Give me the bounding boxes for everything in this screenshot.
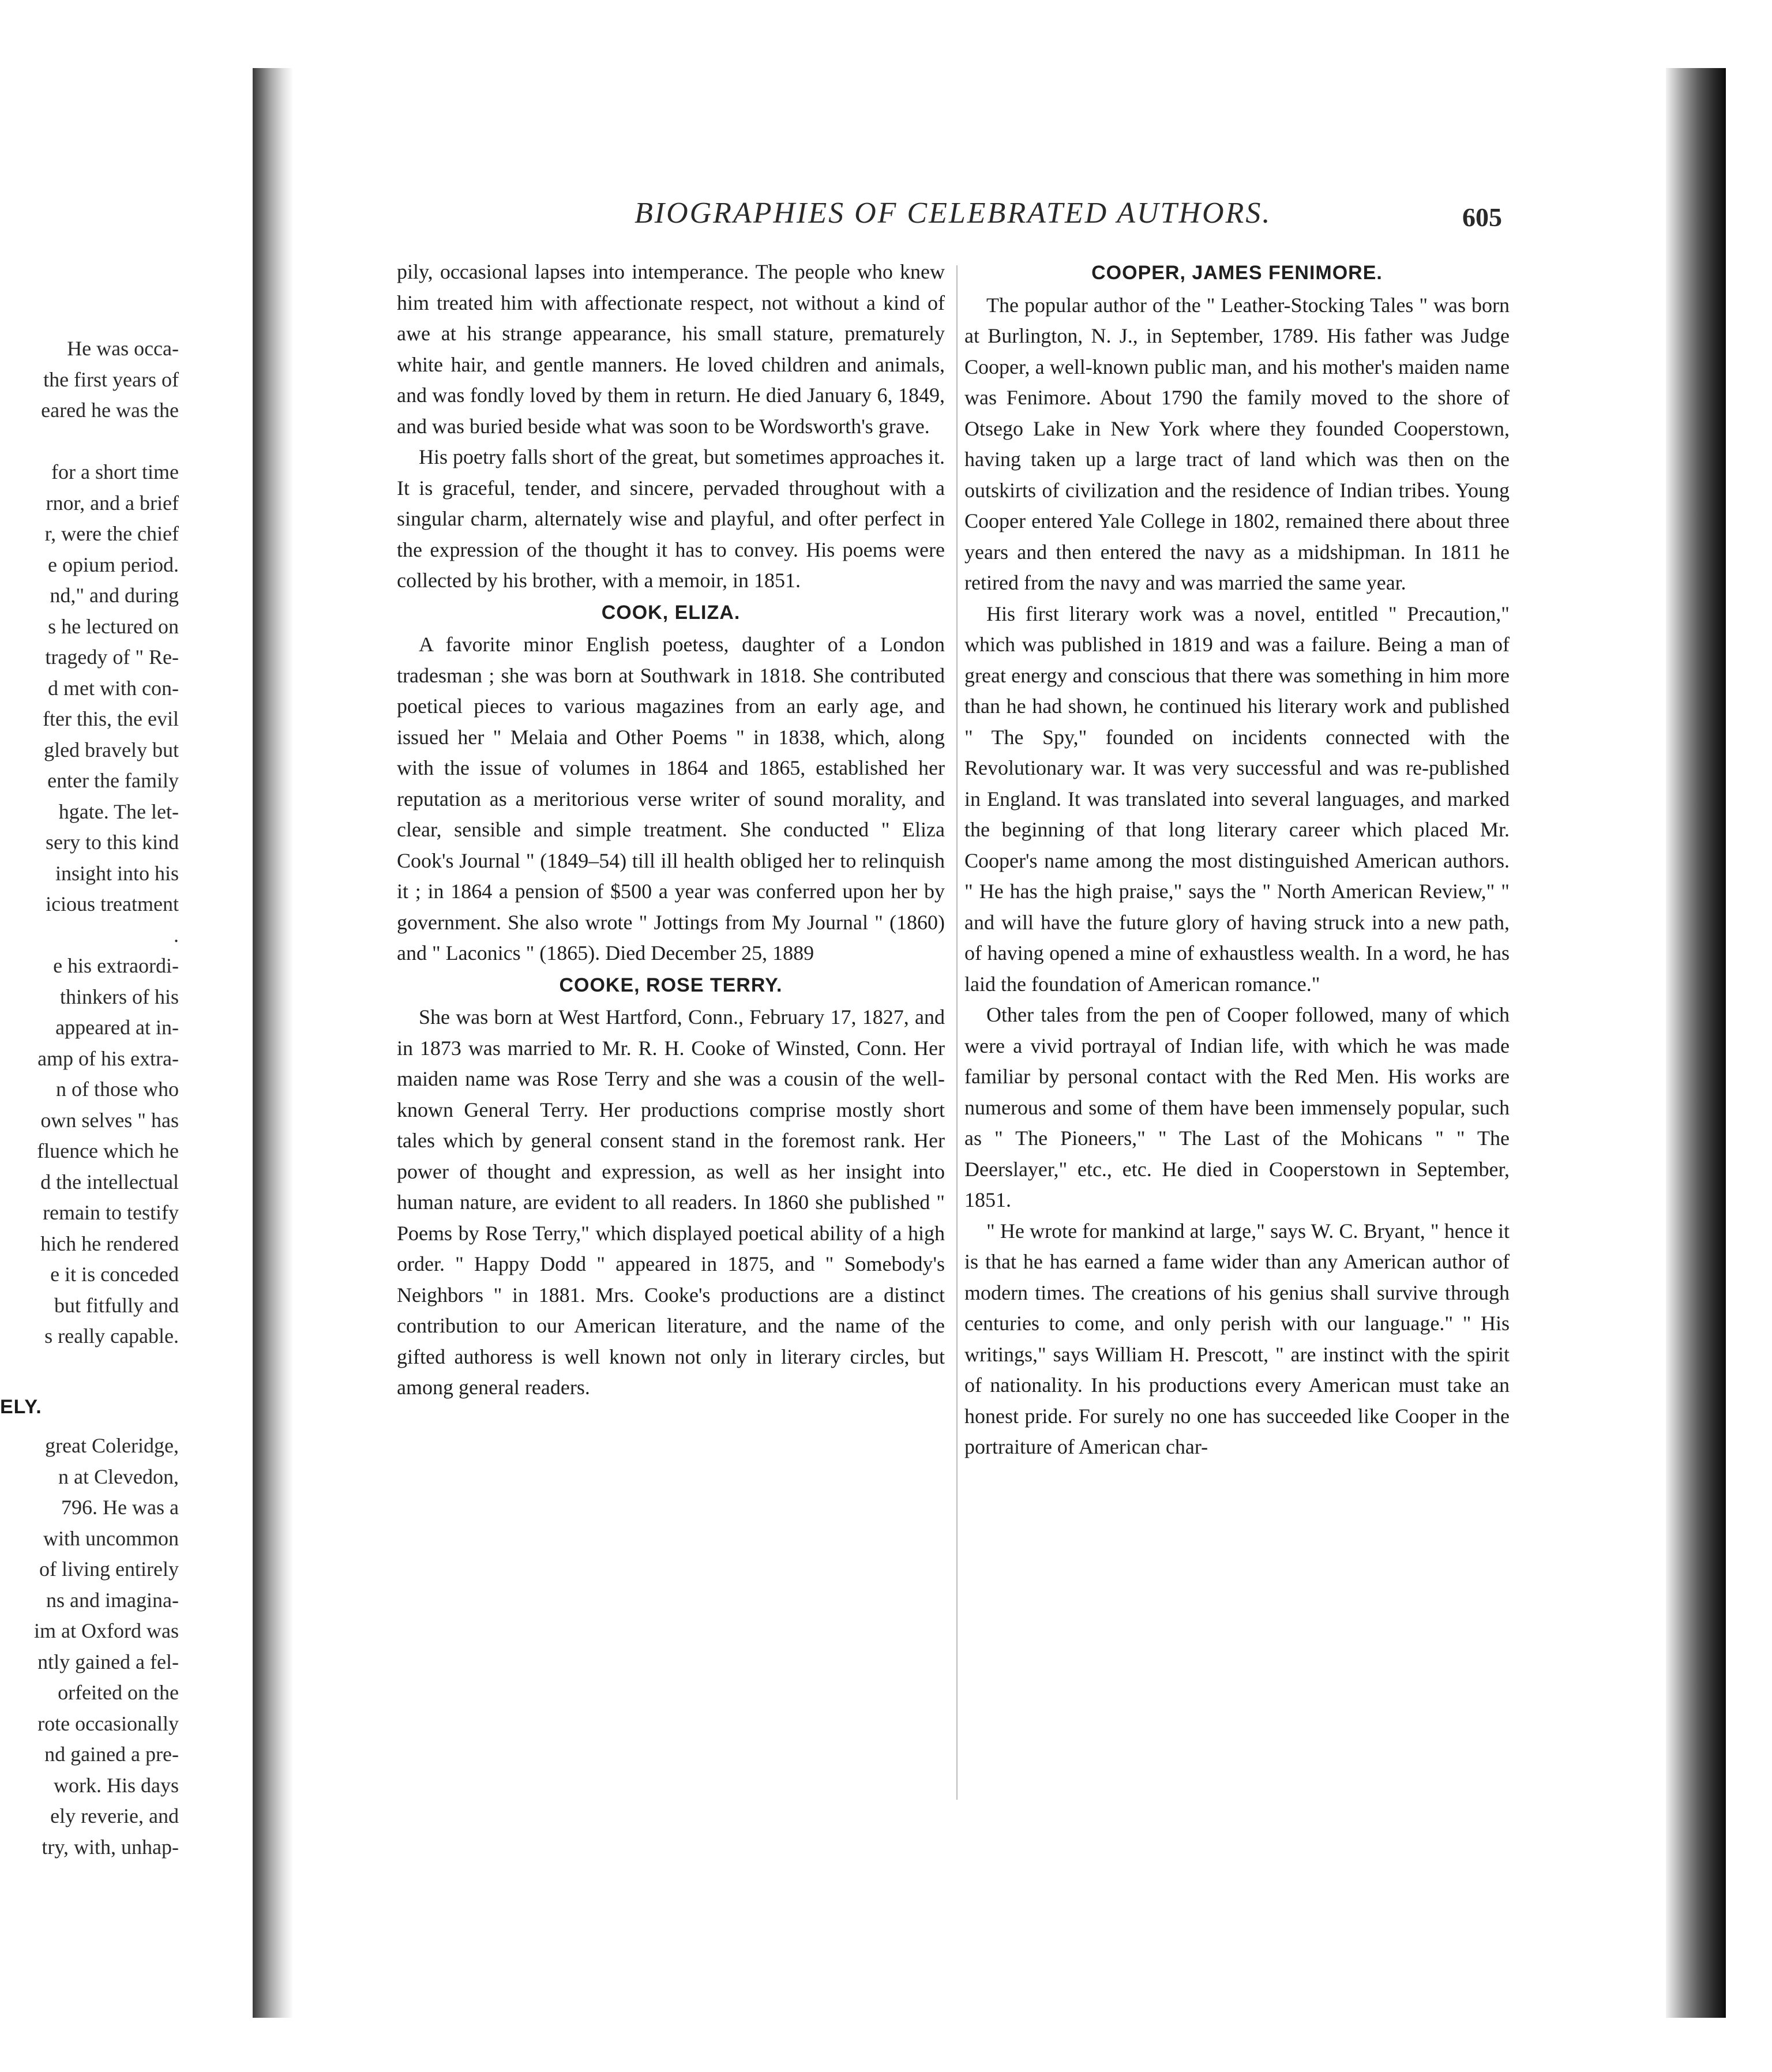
left-page-line: He was occa-: [67, 337, 179, 360]
left-page-line: sery to this kind: [46, 831, 179, 854]
right-column: [964, 257, 1510, 1463]
page-number: 605: [1462, 202, 1502, 232]
left-page-line: eared he was the: [41, 399, 179, 422]
left-page-line: amp of his extra-: [37, 1046, 179, 1070]
column-divider: [956, 265, 958, 1800]
left-page-line: d the intellectual: [40, 1170, 179, 1193]
left-page-line: work. His days: [54, 1773, 179, 1797]
left-page-line: of living entirely: [39, 1557, 179, 1581]
left-page-text-bottom: [0, 1431, 179, 1863]
left-page-line: 796. He was a: [61, 1496, 179, 1519]
left-page-line: n of those who: [56, 1078, 179, 1101]
paragraph: A favorite minor English poetess, daughter of a London tradesman ; she was born at Southwark in 1818. She contributed poetical pieces to various magazines from an early age, and issued her " Melaia and Other Poems " in 1838, which, along with the issue of volumes in 1864 and 1865, established her reputation as a meritorious verse writer of sound morality, and clear, sensible and simple treatment. She conducted " Eliza Cook's Journal " (1849–54) till ill health obliged her to relinquish it ; in 1864 a pension of $500 a year was conferred upon her by government. She also wrote " Jottings from My Journal " (1860) and " Laconics " (1865). Died December 25, 1889: [397, 633, 945, 964]
left-page-line: e opium period.: [48, 553, 179, 576]
left-page-line: .: [174, 923, 179, 947]
left-page-line: great Coleridge,: [45, 1434, 179, 1457]
left-page-line: nd," and during: [50, 584, 179, 607]
left-page-line: im at Oxford was: [34, 1619, 179, 1642]
left-page-line: fluence which he: [37, 1139, 179, 1162]
left-page-line: n at Clevedon,: [58, 1465, 179, 1488]
left-page-line: appeared at in-: [55, 1016, 179, 1039]
left-page-line: hich he rendered: [40, 1232, 179, 1255]
left-page-line: remain to testify: [43, 1201, 179, 1224]
left-page-line: nd gained a pre-: [44, 1743, 179, 1766]
left-page-line: insight into his: [55, 861, 179, 885]
left-page: [0, 68, 253, 2018]
left-page-line: fter this, the evil: [43, 707, 179, 730]
paragraph: His first literary work was a novel, entitled " Precaution," which was published in 1819 and was a failure. Being a man of great energy and conscious that there was something in him more than he had shown, he continued his literary work and published " The Spy," founded on incidents connected with the Revolutionary war. It was very successful and was re-published in England. It was translated into several languages, and marked the beginning of that long literary career which placed Mr. Cooper's name among the most distinguished American authors. " He has the high praise," says the " North American Review," " and will have the future glory of having struck into a new path, of having opened a mine of exhaustless wealth. In a word, he has laid the foundation of American romance.": [964, 602, 1510, 996]
left-page-line: thinkers of his: [60, 985, 179, 1008]
left-page-text-top: [0, 333, 179, 1352]
left-page-line: the first years of: [43, 367, 179, 391]
running-head: BIOGRAPHIES OF CELEBRATED AUTHORS.: [635, 197, 1272, 230]
left-page-line: [0, 426, 179, 457]
left-page-line: tragedy of " Re-: [45, 645, 179, 669]
left-page-line: ely reverie, and: [50, 1804, 179, 1827]
left-page-line: with uncommon: [43, 1526, 179, 1550]
paragraph: Other tales from the pen of Cooper followed, many of which were a vivid portrayal of Indian life, with which he was made familiar by personal contact with the Red Men. His works are numerous and some of them have been immensely popular, such as " The Pioneers," " The Last of the Mohicans " " The Deerslayer," etc., etc. He died in Cooperstown in September, 1851.: [964, 1003, 1510, 1211]
left-page-line: own selves " has: [40, 1108, 179, 1132]
book-gutter: [253, 68, 293, 2018]
left-page-line: but fitfully and: [54, 1293, 179, 1317]
left-page-line: ns and imagina-: [46, 1588, 179, 1612]
left-page-line: e his extraordi-: [53, 954, 179, 977]
left-page-line: hgate. The let-: [58, 799, 179, 823]
entry-heading-cooke: COOKE, ROSE TERRY.: [559, 974, 783, 996]
left-page-line: s he lectured on: [48, 614, 179, 638]
left-page-line: s really capable.: [44, 1324, 179, 1347]
left-page-line: icious treatment: [46, 892, 179, 915]
left-page-heading: ELY.: [0, 1396, 42, 1418]
paragraph: The popular author of the " Leather-Stocking Tales " was born at Burlington, N. J., in September, 1789. His father was Judge Cooper, a well-known public man, and his mother's maiden name was Fenimore. About 1790 the family moved to the shore of Otsego Lake in New York where they founded Cooperstown, having taken up a large tract of land which was then on the outskirts of civilization and the residence of Indian tribes. Young Cooper entered Yale College in 1802, remained there about three years and then entered the navy as a midshipman. In 1811 he retired from the navy and was married the same year.: [964, 293, 1510, 594]
paragraph: pily, occasional lapses into intemperance. The people who knew him treated him with affectionate respect, not without a kind of awe at his strange appearance, his small stature, prematurely white hair, and gentle manners. He loved children and animals, and was fondly loved by them in return. He died January 6, 1849, and was buried beside what was soon to be Wordsworth's grave.: [397, 260, 945, 438]
page-edge-shadow: [1666, 68, 1726, 2018]
left-page-line: for a short time: [51, 460, 179, 483]
left-page-line: enter the family: [47, 769, 179, 792]
paragraph: She was born at West Hartford, Conn., February 17, 1827, and in 1873 was married to Mr. R. H. Cooke of Winsted, Conn. Her maiden name was Rose Terry and she was a cousin of the well-known General Terry. Her productions comprise mostly short tales which by general consent stand in the foremost rank. Her power of thought and expression, as well as her insight into human nature, are evident to all readers. In 1860 she published " Poems by Rose Terry," which displayed poetical ability of a high order. " Happy Dodd " appeared in 1875, and " Somebody's Neighbors " in 1881. Mrs. Cooke's productions are a distinct contribution to our American literature, and the name of the gifted authoress is well known not only in literary circles, but among general readers.: [397, 1005, 945, 1399]
left-page-line: try, with, unhap-: [42, 1835, 179, 1859]
left-page-line: ntly gained a fel-: [37, 1650, 179, 1673]
left-page-line: d met with con-: [48, 676, 179, 700]
paragraph: His poetry falls short of the great, but sometimes approaches it. It is graceful, tender, and sincere, pervaded throughout with a singular charm, alternately wise and playful, and ofter perfect in the expression of the thought it has to convey. His poems were collected by his brother, with a memoir, in 1851.: [397, 445, 945, 592]
left-page-line: orfeited on the: [58, 1681, 179, 1704]
middle-column: [397, 257, 945, 1403]
left-page-line: r, were the chief: [44, 522, 179, 545]
left-page-line: rnor, and a brief: [46, 491, 179, 515]
left-page-line: rote occasionally: [37, 1711, 179, 1735]
paragraph: " He wrote for mankind at large," says W. C. Bryant, " hence it is that he has earned a fame wider than any American author of modern times. The creations of his genius shall survive through centuries to come, and only perish with our language." " His writings," says William H. Prescott, " are instinct with the spirit of nationality. In his productions every American must take an honest pride. For surely no one has succeeded like Cooper in the portraiture of American char-: [964, 1219, 1510, 1458]
left-page-line: gled bravely but: [44, 738, 179, 761]
left-page-line: e it is conceded: [50, 1263, 179, 1286]
entry-heading-cook: COOK, ELIZA.: [601, 601, 741, 624]
entry-heading-cooper: COOPER, JAMES FENIMORE.: [1091, 262, 1383, 284]
